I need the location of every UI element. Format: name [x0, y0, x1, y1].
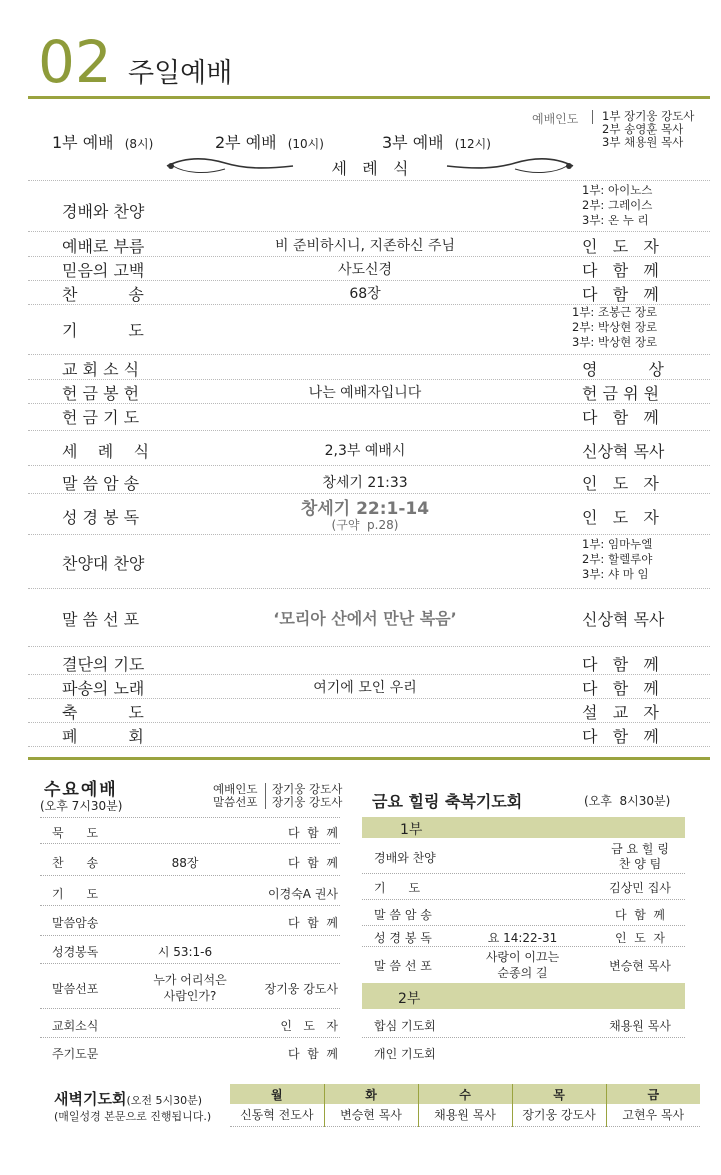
- order-leader-line: 1부: 조봉근 장로: [572, 305, 658, 319]
- dawn-leader: 장기웅 강도사: [512, 1104, 606, 1126]
- order-leader-line: 2부: 할렐루야: [582, 552, 653, 566]
- friday-part1-label: 1부: [400, 822, 423, 838]
- divider: [40, 1037, 340, 1038]
- order-content: 여기에 모인 우리: [313, 680, 417, 696]
- order-item: 말 씀 선 포: [62, 610, 140, 629]
- service-1-name: 1부 예배: [52, 133, 114, 152]
- divider: [362, 899, 685, 900]
- divider: [40, 963, 340, 964]
- order-leader: 설 교 자: [582, 703, 659, 722]
- ornament-title: 세 례 식: [331, 159, 409, 178]
- order-leader: 인 도 자: [582, 508, 659, 527]
- service-2-time: (10시): [287, 137, 324, 151]
- dawn-time: (오전 5시30분): [126, 1094, 203, 1107]
- wed-row-leader: 다 함 께: [287, 1047, 338, 1061]
- divider: [40, 843, 340, 844]
- order-item: 기 도: [62, 321, 144, 340]
- leaders-label: 예배인도: [532, 112, 579, 126]
- order-leader: 인 도 자: [582, 474, 659, 493]
- fri-row-leader: 금 요 힐 링: [611, 842, 669, 856]
- divider: [28, 354, 710, 355]
- dawn-day: 목: [512, 1084, 606, 1104]
- fri-row-item: 성 경 봉 독: [374, 931, 432, 945]
- friday-title: 금요 힐링 축복기도회: [372, 792, 523, 811]
- ornament-flourish-right: [445, 155, 575, 177]
- order-leader: 인 도 자: [582, 237, 659, 256]
- fri-row-leader: 김상민 집사: [609, 881, 671, 895]
- wed-row-item: 교회소식: [52, 1019, 99, 1033]
- order-leader-line: 2부: 그레이스: [582, 198, 653, 212]
- service-2: [215, 130, 324, 153]
- order-item: 결단의 기도: [62, 655, 145, 674]
- service-3-name: 3부 예배: [382, 133, 444, 152]
- wed-row-leader: 다 함 께: [287, 826, 338, 840]
- wednesday-title: 수요예배: [44, 780, 118, 800]
- fri-row-leader-2: 찬 양 팀: [618, 857, 662, 871]
- order-item: 세 례 식: [62, 442, 150, 461]
- dawn-leaders-row: [230, 1104, 700, 1126]
- divider: [40, 817, 340, 818]
- wednesday-time: (오후 7시30분): [40, 799, 123, 813]
- leaders-divider: [592, 110, 593, 124]
- fri-row-item: 합심 기도회: [374, 1019, 436, 1033]
- order-leader: 다 함 께: [582, 261, 659, 280]
- dawn-days-row: [230, 1084, 700, 1104]
- wed-row-item: 주기도문: [52, 1047, 99, 1061]
- service-3-time: (12시): [454, 137, 491, 151]
- divider: [28, 430, 710, 431]
- dawn-title-line: [54, 1088, 202, 1109]
- ornament-flourish-left: [165, 155, 295, 177]
- wednesday-person: 장기웅 강도사: [272, 782, 343, 796]
- divider: [28, 698, 710, 699]
- divider: [28, 180, 710, 181]
- page-title: 주일예배: [128, 58, 233, 89]
- scripture-page: (구약 p.28): [331, 518, 399, 532]
- order-leader-line: 3부: 샤 마 임: [582, 567, 649, 581]
- order-item: 교 회 소 식: [62, 360, 140, 379]
- section-number: 02: [38, 28, 112, 96]
- fri-row-content: 요 14:22-31: [487, 931, 558, 945]
- order-item: 예배로 부름: [62, 237, 145, 256]
- dawn-note: (매일성경 본문으로 진행됩니다.): [54, 1110, 212, 1123]
- wednesday-role-divider: [265, 783, 266, 809]
- divider: [28, 231, 710, 232]
- divider: [28, 646, 710, 647]
- wednesday-role: 말씀선포: [213, 795, 258, 809]
- order-content: 2,3부 예배시: [324, 443, 406, 459]
- wed-row-leader: 장기웅 강도사: [264, 982, 338, 996]
- divider: [362, 873, 685, 874]
- divider: [40, 875, 340, 876]
- order-leader-line: 2부: 박상현 장로: [572, 320, 658, 334]
- wed-row-content: 누가 어리석은: [153, 973, 227, 987]
- order-leader: 다 함 께: [582, 408, 659, 427]
- divider: [28, 403, 710, 404]
- wed-row-item: 묵 도: [52, 826, 99, 840]
- order-leader: 다 함 께: [582, 285, 659, 304]
- divider: [28, 674, 710, 675]
- order-leader: 다 함 께: [582, 679, 659, 698]
- order-leader: 신상혁 목사: [582, 610, 665, 629]
- divider: [28, 746, 710, 747]
- dawn-day: 금: [606, 1084, 700, 1104]
- order-leader-line: 3부: 온 누 리: [582, 213, 649, 227]
- header-rule: [28, 96, 710, 99]
- order-content: 나는 예배자입니다: [308, 385, 422, 401]
- fri-row-content-2: 순종의 길: [497, 966, 548, 980]
- dawn-leader: 변승현 목사: [324, 1104, 418, 1126]
- wed-row-leader: 인 도 자: [280, 1019, 338, 1033]
- divider: [28, 534, 710, 535]
- friday-part2-label: 2부: [398, 991, 421, 1007]
- wed-row-item: 찬 송: [52, 856, 99, 870]
- wed-row-content: 88장: [171, 856, 199, 870]
- order-item: 경배와 찬양: [62, 202, 145, 221]
- divider: [28, 256, 710, 257]
- order-item: 믿음의 고백: [62, 261, 145, 280]
- fri-row-item: 말 씀 암 송: [374, 908, 432, 922]
- dawn-schedule-table: [230, 1084, 700, 1127]
- wed-row-content-2: 사람인가?: [163, 989, 217, 1003]
- dawn-leader: 채용원 목사: [418, 1104, 512, 1126]
- divider: [40, 905, 340, 906]
- order-leader: 신상혁 목사: [582, 442, 665, 461]
- order-content: 68장: [349, 286, 381, 302]
- wed-row-item: 말씀암송: [52, 916, 99, 930]
- scripture-reference: 창세기 22:1-14: [300, 499, 430, 519]
- wed-row-item: 기 도: [52, 887, 99, 901]
- order-content: 창세기 21:33: [322, 475, 408, 491]
- wednesday-role: 예배인도: [213, 782, 258, 796]
- order-leader: 영 상: [582, 360, 664, 379]
- section-rule: [28, 757, 710, 760]
- order-item: 헌 금 기 도: [62, 408, 140, 427]
- order-item: 헌 금 봉 헌: [62, 384, 140, 403]
- divider: [28, 465, 710, 466]
- service-1: [52, 130, 153, 153]
- dawn-leader: 신동혁 전도사: [230, 1104, 324, 1126]
- order-leader: 다 함 께: [582, 655, 659, 674]
- leader-line-1: 1부 장기웅 강도사: [602, 109, 695, 123]
- sermon-title: ‘모리아 산에서 만난 복음’: [273, 609, 457, 628]
- dawn-leader: 고현우 목사: [606, 1104, 700, 1126]
- divider: [28, 588, 710, 589]
- fri-row-item: 경배와 찬양: [374, 851, 436, 865]
- wed-row-item: 성경봉독: [52, 945, 99, 959]
- divider: [40, 1008, 340, 1009]
- fri-row-item: 개인 기도회: [374, 1047, 436, 1061]
- dawn-day: 월: [230, 1084, 324, 1104]
- service-1-time: (8시): [124, 137, 154, 151]
- dawn-title: 새벽기도회: [54, 1090, 127, 1108]
- divider: [362, 946, 685, 947]
- order-item: 폐 회: [62, 727, 144, 746]
- fri-row-item: 기 도: [374, 881, 421, 895]
- fri-row-leader: 인 도 자: [614, 931, 666, 945]
- fri-row-leader: 변승현 목사: [609, 959, 671, 973]
- order-content: 사도신경: [337, 262, 393, 278]
- service-2-name: 2부 예배: [215, 133, 277, 152]
- dawn-day: 수: [418, 1084, 512, 1104]
- leader-line-3: 3부 채용원 목사: [602, 135, 684, 149]
- leader-line-2: 2부 송영훈 목사: [602, 122, 684, 136]
- divider: [28, 280, 710, 281]
- order-item: 파송의 노래: [62, 679, 145, 698]
- order-item: 축 도: [62, 703, 144, 722]
- divider: [28, 379, 710, 380]
- fri-row-leader: 다 함 께: [614, 908, 666, 922]
- order-leader: 다 함 께: [582, 727, 659, 746]
- fri-row-item: 말 씀 선 포: [374, 959, 432, 973]
- order-item: 성 경 봉 독: [62, 508, 140, 527]
- wed-row-leader: 다 함 께: [287, 856, 338, 870]
- divider: [362, 925, 685, 926]
- divider: [28, 722, 710, 723]
- order-leader-line: 1부: 임마누엘: [582, 537, 653, 551]
- order-leader-line: 1부: 아이노스: [582, 183, 653, 197]
- order-item: 찬 송: [62, 285, 144, 304]
- fri-row-content: 사랑이 이끄는: [485, 950, 560, 964]
- fri-row-leader: 채용원 목사: [609, 1019, 671, 1033]
- order-item: 말 씀 암 송: [62, 474, 140, 493]
- wed-row-item: 말씀선포: [52, 982, 99, 996]
- wed-row-leader: 다 함 께: [287, 916, 338, 930]
- order-content: 비 준비하시니, 지존하신 주님: [274, 238, 456, 254]
- order-item: 찬양대 찬양: [62, 554, 145, 573]
- order-leader-line: 3부: 박상현 장로: [572, 335, 658, 349]
- service-3: [382, 130, 491, 153]
- divider: [40, 935, 340, 936]
- friday-time: (오후 8시30분): [584, 794, 671, 808]
- dawn-day: 화: [324, 1084, 418, 1104]
- wed-row-content: 시 53:1-6: [157, 945, 213, 959]
- order-leader: 헌 금 위 원: [582, 384, 660, 403]
- wednesday-person: 장기웅 강도사: [272, 795, 343, 809]
- divider: [362, 1037, 685, 1038]
- wed-row-leader: 이경숙A 권사: [268, 887, 338, 901]
